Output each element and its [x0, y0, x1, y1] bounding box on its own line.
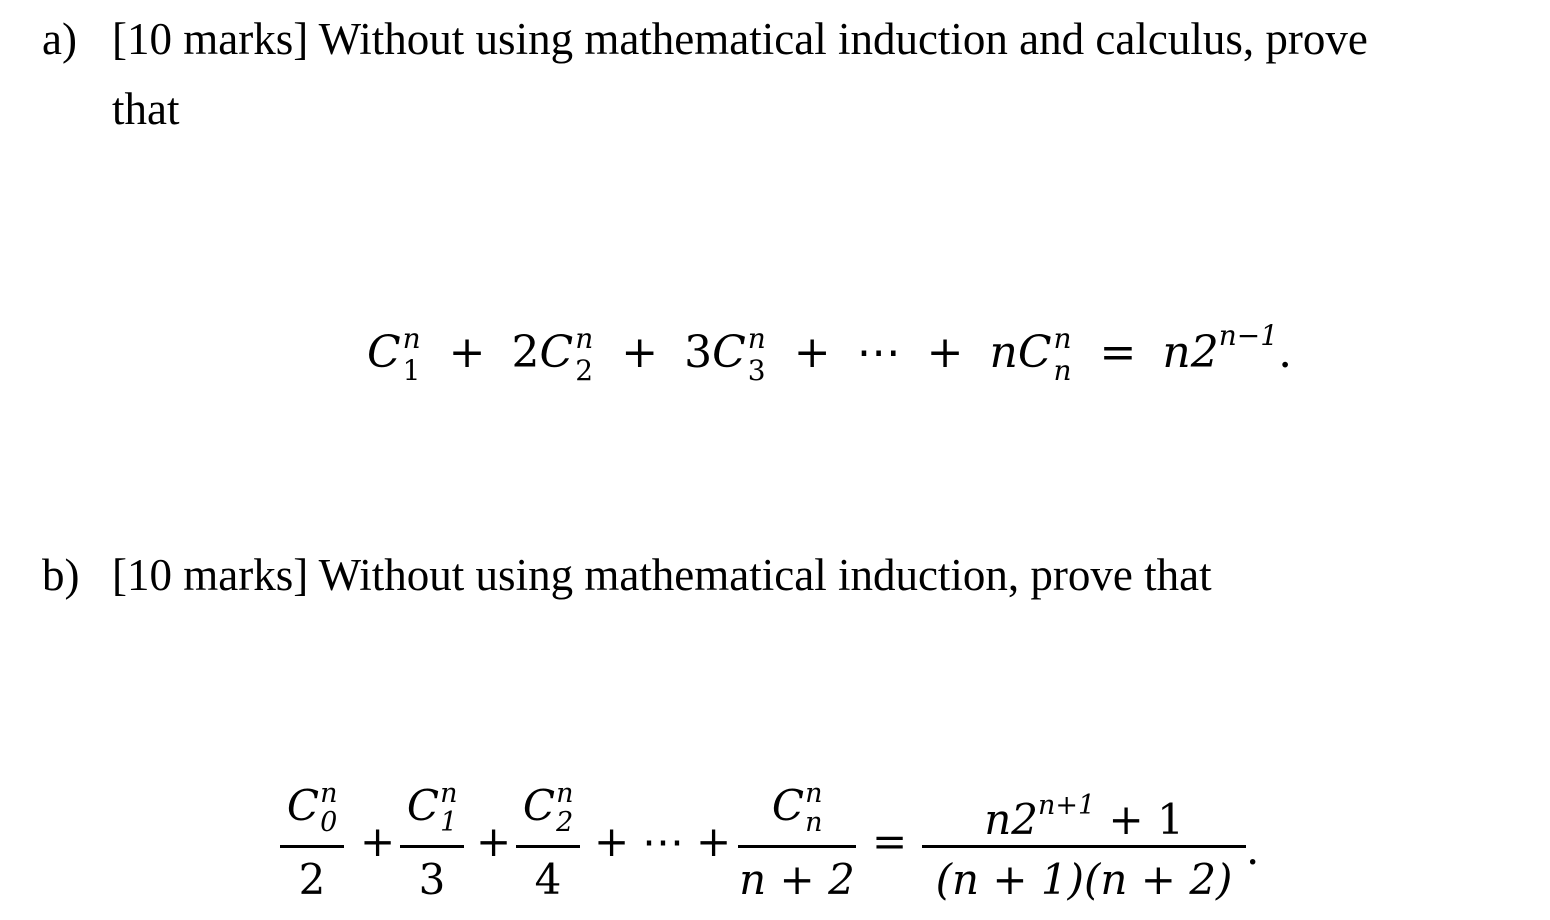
- part-a-text-line1: [10 marks] Without using mathematical induction and calculus, prove: [112, 14, 1368, 64]
- plus-sign: +: [360, 817, 396, 866]
- part-b-label: b): [42, 550, 80, 600]
- plus-sign: +: [594, 817, 630, 866]
- fraction-bar: [738, 845, 856, 848]
- binom-c2: C n 2: [539, 322, 594, 387]
- coef-2: 2: [511, 327, 540, 378]
- plus-sign: +: [926, 327, 964, 378]
- fraction-bar: [922, 845, 1246, 848]
- period: .: [1246, 825, 1260, 874]
- ellipsis: ⋯: [856, 327, 901, 378]
- coef-n: n: [989, 327, 1018, 378]
- rhs-exponent: n−1: [1218, 319, 1279, 352]
- equation-a: [367, 306, 1293, 387]
- fraction-c2-over-4: C n 2 4: [516, 775, 580, 912]
- binom-c3: C n 3: [712, 322, 766, 387]
- part-a-text-line2: that: [112, 84, 180, 134]
- ellipsis: ⋯: [642, 817, 684, 866]
- plus-sign: +: [793, 327, 831, 378]
- part-a-label: a): [42, 14, 77, 64]
- equals-sign: =: [872, 817, 908, 866]
- part-b-text: [10 marks] Without using mathematical induction, prove that: [112, 550, 1212, 600]
- equals-sign: =: [1099, 327, 1137, 378]
- part-b-statement: [42, 540, 1212, 610]
- binom-cn: C n n: [1017, 322, 1072, 387]
- fraction-cn-over-n-plus-2: C n n n + 2: [739, 778, 855, 904]
- fraction-c1-over-3: C n 1 3: [400, 775, 464, 912]
- plus-sign: +: [696, 817, 732, 866]
- fraction-c0-over-2: C n 0 2: [280, 775, 344, 912]
- binom-c1: C n 1: [367, 322, 421, 387]
- coef-3: 3: [684, 327, 713, 378]
- plus-sign: +: [448, 327, 486, 378]
- period: .: [1278, 327, 1293, 378]
- fraction-rhs: $n2^{n+1} + 1$ (n + 1)(n + 2): [922, 775, 1246, 912]
- plus-sign: +: [476, 817, 512, 866]
- plus-sign: +: [621, 327, 659, 378]
- rhs-base: n2: [1162, 327, 1219, 378]
- equation-b: [280, 775, 1280, 915]
- part-a-statement: [42, 4, 1368, 74]
